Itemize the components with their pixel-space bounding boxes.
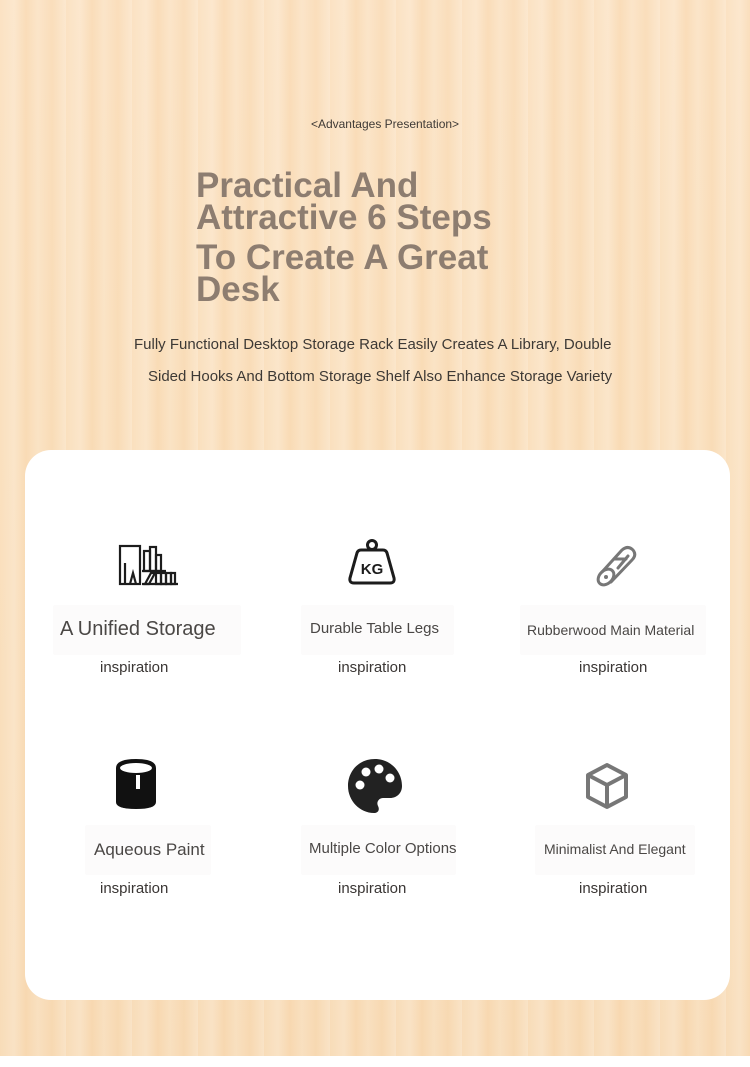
feature-title: Durable Table Legs [310, 620, 439, 637]
subtitle-line-1: Fully Functional Desktop Storage Rack Easily Creates A Library, Double [134, 336, 612, 353]
section-tag: <Advantages Presentation> [310, 117, 460, 131]
features-card [25, 450, 730, 1000]
paint-bucket-icon [114, 757, 158, 811]
feature-title: Multiple Color Options [309, 840, 457, 857]
feature-title: Rubberwood Main Material [527, 622, 695, 638]
feature-title: Minimalist And Elegant [544, 841, 686, 857]
feature-subtitle: inspiration [100, 659, 169, 676]
feature-subtitle: inspiration [338, 880, 407, 897]
svg-text:KG: KG [360, 561, 384, 578]
headline-line-2: To Create A Great Desk [196, 238, 489, 309]
palette-icon [346, 757, 404, 815]
feature-subtitle: inspiration [338, 659, 407, 676]
bookshelf-icon [118, 543, 182, 587]
feature-subtitle: inspiration [579, 659, 648, 676]
feature-subtitle: inspiration [100, 880, 169, 897]
page-headline [196, 166, 536, 309]
wood-log-icon [594, 544, 638, 588]
headline-line-1: Practical And Attractive 6 Steps [196, 166, 492, 237]
feature-title: A Unified Storage [60, 618, 216, 640]
weight-kg-icon [348, 538, 396, 586]
subtitle-line-2: Sided Hooks And Bottom Storage Shelf Also Enhance Storage Variety [148, 368, 613, 385]
cube-icon [584, 762, 630, 810]
feature-subtitle: inspiration [579, 880, 648, 897]
feature-title: Aqueous Paint [94, 840, 205, 859]
